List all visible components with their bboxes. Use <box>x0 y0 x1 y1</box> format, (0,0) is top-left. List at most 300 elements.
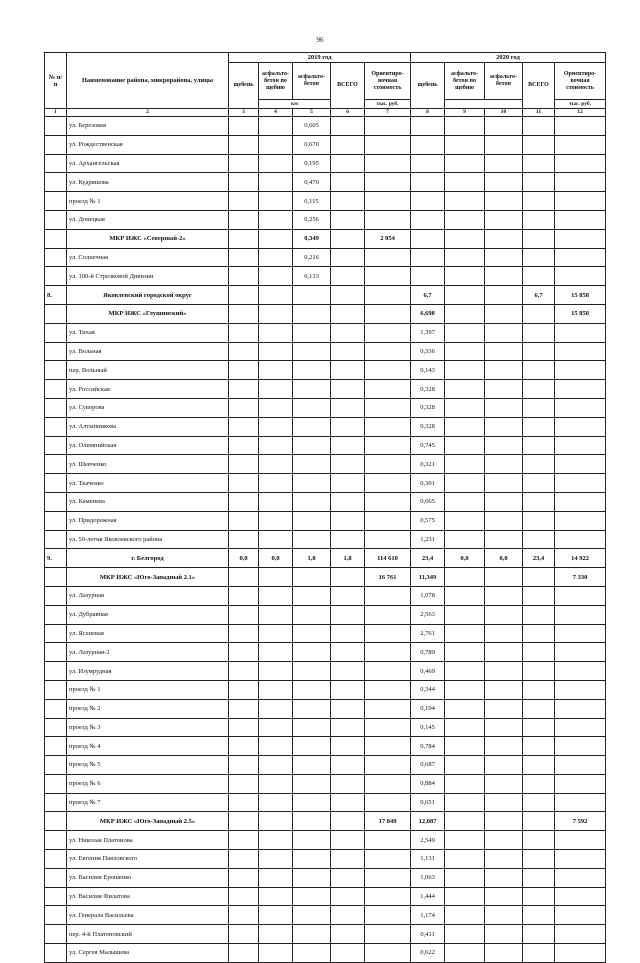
row-name: ул. Василия Филатова <box>67 887 229 906</box>
cell-c6 <box>331 154 365 173</box>
cell-c6 <box>331 511 365 530</box>
row-index <box>45 944 67 963</box>
cell-c4 <box>259 135 293 154</box>
row-name: ул. Лазурная <box>67 586 229 605</box>
cell-c3 <box>229 380 259 399</box>
street-row <box>45 774 606 793</box>
cell-c6 <box>331 492 365 511</box>
cell-c11 <box>523 530 555 549</box>
cell-c6 <box>331 737 365 756</box>
row-index <box>45 474 67 493</box>
row-index <box>45 511 67 530</box>
cell-c8: 0,622 <box>411 944 445 963</box>
cell-c7: 2 054 <box>365 229 411 248</box>
cell-c10 <box>485 737 523 756</box>
cell-c10 <box>485 850 523 869</box>
row-index <box>45 793 67 812</box>
cell-c8: 0,143 <box>411 361 445 380</box>
row-name: МКР ИЖС «Юго-Западный 2.5» <box>67 812 229 831</box>
cell-c4 <box>259 173 293 192</box>
cell-c11 <box>523 267 555 286</box>
cell-c7 <box>365 436 411 455</box>
cell-c11 <box>523 831 555 850</box>
row-name: ул. Лазурная-2 <box>67 643 229 662</box>
cell-c10 <box>485 436 523 455</box>
cell-c11: 6,7 <box>523 286 555 305</box>
cell-c9 <box>445 436 485 455</box>
column-number: 9 <box>445 109 485 117</box>
cell-c5 <box>293 944 331 963</box>
cell-c7 <box>365 117 411 136</box>
row-name: ул. Изумрудная <box>67 662 229 681</box>
cell-c10 <box>485 530 523 549</box>
cell-c5 <box>293 586 331 605</box>
row-index <box>45 135 67 154</box>
cell-c10 <box>485 868 523 887</box>
cell-c9 <box>445 662 485 681</box>
column-number: 7 <box>365 109 411 117</box>
cell-c7 <box>365 624 411 643</box>
cell-c4 <box>259 248 293 267</box>
cell-c10 <box>485 680 523 699</box>
cell-c5 <box>293 398 331 417</box>
cell-c7 <box>365 511 411 530</box>
table-body <box>45 117 606 963</box>
street-row <box>45 267 606 286</box>
cell-c3 <box>229 568 259 587</box>
cell-c4 <box>259 718 293 737</box>
cell-c8 <box>411 248 445 267</box>
cell-c11 <box>523 210 555 229</box>
cell-c10 <box>485 718 523 737</box>
cell-c5 <box>293 455 331 474</box>
row-name: ул. Ткаченко <box>67 474 229 493</box>
cell-c9 <box>445 492 485 511</box>
cell-c7 <box>365 398 411 417</box>
cell-c5 <box>293 925 331 944</box>
cell-c7 <box>365 643 411 662</box>
cell-c5: 0,349 <box>293 229 331 248</box>
section-row <box>45 568 606 587</box>
street-row <box>45 605 606 624</box>
cell-c6 <box>331 793 365 812</box>
cell-c4 <box>259 944 293 963</box>
cell-c4 <box>259 793 293 812</box>
cell-c9 <box>445 643 485 662</box>
cell-c12 <box>555 417 606 436</box>
cell-c9 <box>445 154 485 173</box>
row-index <box>45 210 67 229</box>
cell-c5: 0,195 <box>293 154 331 173</box>
col-gravel-header: щебень <box>411 63 445 109</box>
cell-c5 <box>293 474 331 493</box>
cell-c8 <box>411 267 445 286</box>
cell-c9 <box>445 304 485 323</box>
row-name: ул. Придорожная <box>67 511 229 530</box>
cell-c8: 0,789 <box>411 643 445 662</box>
cell-c6 <box>331 192 365 211</box>
cell-c5: 0,256 <box>293 210 331 229</box>
cell-c8: 0,575 <box>411 511 445 530</box>
cell-c10 <box>485 304 523 323</box>
cell-c9 <box>445 850 485 869</box>
cell-c4 <box>259 925 293 944</box>
cell-c9 <box>445 906 485 925</box>
cell-c5: 0,605 <box>293 117 331 136</box>
cell-c6: 1,8 <box>331 549 365 568</box>
cell-c5 <box>293 643 331 662</box>
row-index <box>45 887 67 906</box>
cell-c7 <box>365 248 411 267</box>
unit-cost: тыс. руб. <box>555 100 606 109</box>
cell-c11 <box>523 605 555 624</box>
cell-c4 <box>259 398 293 417</box>
column-number: 3 <box>229 109 259 117</box>
cell-c6 <box>331 699 365 718</box>
cell-c8: 1,397 <box>411 323 445 342</box>
cell-c6 <box>331 323 365 342</box>
row-name: ул. Николая Платонова <box>67 831 229 850</box>
cell-c10 <box>485 342 523 361</box>
cell-c11 <box>523 793 555 812</box>
cell-c7 <box>365 793 411 812</box>
cell-c8: 1,078 <box>411 586 445 605</box>
cell-c9 <box>445 380 485 399</box>
street-row <box>45 323 606 342</box>
cell-c12 <box>555 774 606 793</box>
col-asphalt-header: асфальто-бетон <box>485 63 523 100</box>
column-number: 4 <box>259 109 293 117</box>
cell-c8: 0,301 <box>411 474 445 493</box>
cell-c4 <box>259 868 293 887</box>
street-row <box>45 342 606 361</box>
cell-c11 <box>523 662 555 681</box>
cell-c8: 0,884 <box>411 774 445 793</box>
row-name: ул. 50-летия Яковлевского района <box>67 530 229 549</box>
cell-c10 <box>485 229 523 248</box>
cell-c8: 2,563 <box>411 605 445 624</box>
cell-c3 <box>229 492 259 511</box>
cell-c6 <box>331 304 365 323</box>
cell-c3 <box>229 304 259 323</box>
street-row <box>45 192 606 211</box>
street-row <box>45 530 606 549</box>
column-numbers-row <box>45 109 606 117</box>
cell-c6 <box>331 850 365 869</box>
cell-c8 <box>411 210 445 229</box>
cell-c12 <box>555 868 606 887</box>
cell-c10 <box>485 248 523 267</box>
cell-c7 <box>365 323 411 342</box>
cell-c11 <box>523 455 555 474</box>
table-header <box>45 53 606 117</box>
cell-c12 <box>555 248 606 267</box>
cell-c3 <box>229 248 259 267</box>
cell-c8: 0,328 <box>411 417 445 436</box>
row-name: ул. Каменева <box>67 492 229 511</box>
cell-c3 <box>229 831 259 850</box>
cell-c6 <box>331 342 365 361</box>
cell-c5 <box>293 699 331 718</box>
col-index-header: № п/п <box>45 53 67 109</box>
cell-c12 <box>555 267 606 286</box>
cell-c12 <box>555 530 606 549</box>
row-index <box>45 774 67 793</box>
cell-c4: 0,0 <box>259 549 293 568</box>
cell-c7: 114 610 <box>365 549 411 568</box>
cell-c11 <box>523 906 555 925</box>
cell-c9 <box>445 831 485 850</box>
cell-c4 <box>259 586 293 605</box>
cell-c8: 0,651 <box>411 793 445 812</box>
cell-c10 <box>485 361 523 380</box>
cell-c11 <box>523 492 555 511</box>
section-row <box>45 229 606 248</box>
cell-c12 <box>555 173 606 192</box>
street-row <box>45 624 606 643</box>
cell-c12 <box>555 229 606 248</box>
cell-c10 <box>485 192 523 211</box>
cell-c9 <box>445 944 485 963</box>
cell-c7 <box>365 267 411 286</box>
row-name: проезд № 3 <box>67 718 229 737</box>
cell-c11 <box>523 718 555 737</box>
cell-c7 <box>365 699 411 718</box>
col-asphalt-gravel-header: асфальто-бетон по щебню <box>445 63 485 100</box>
cell-c11 <box>523 398 555 417</box>
cell-c12: 14 922 <box>555 549 606 568</box>
cell-c11 <box>523 248 555 267</box>
cell-c4 <box>259 304 293 323</box>
cell-c4 <box>259 774 293 793</box>
cell-c7 <box>365 586 411 605</box>
cell-c4 <box>259 361 293 380</box>
row-index <box>45 925 67 944</box>
cell-c12 <box>555 342 606 361</box>
cell-c3 <box>229 436 259 455</box>
cell-c11 <box>523 417 555 436</box>
row-name: ул. Алтынникова <box>67 417 229 436</box>
cell-c3 <box>229 718 259 737</box>
column-number: 1 <box>45 109 67 117</box>
cell-c4 <box>259 850 293 869</box>
cell-c7 <box>365 154 411 173</box>
cell-c3 <box>229 117 259 136</box>
cell-c12 <box>555 511 606 530</box>
row-index <box>45 605 67 624</box>
cell-c11 <box>523 887 555 906</box>
cell-c4 <box>259 568 293 587</box>
row-index <box>45 267 67 286</box>
row-name: МКР ИЖС «Юго-Западный 2.1» <box>67 568 229 587</box>
cell-c9 <box>445 455 485 474</box>
cell-c4 <box>259 455 293 474</box>
cell-c8: 0,469 <box>411 662 445 681</box>
cell-c10 <box>485 568 523 587</box>
cell-c8: 0,784 <box>411 737 445 756</box>
cell-c10 <box>485 417 523 436</box>
cell-c11 <box>523 568 555 587</box>
column-number: 2 <box>67 109 229 117</box>
cell-c10 <box>485 455 523 474</box>
cell-c5 <box>293 568 331 587</box>
cell-c12 <box>555 944 606 963</box>
cell-c7 <box>365 868 411 887</box>
cell-c9 <box>445 229 485 248</box>
cell-c10 <box>485 605 523 624</box>
street-row <box>45 511 606 530</box>
cell-c11 <box>523 323 555 342</box>
cell-c4 <box>259 286 293 305</box>
cell-c4 <box>259 380 293 399</box>
cell-c8 <box>411 192 445 211</box>
row-name: ул. Ясеневая <box>67 624 229 643</box>
cell-c10 <box>485 906 523 925</box>
cell-c9 <box>445 135 485 154</box>
cell-c6 <box>331 286 365 305</box>
cell-c8: 0,328 <box>411 398 445 417</box>
row-index <box>45 436 67 455</box>
cell-c6 <box>331 774 365 793</box>
cell-c6 <box>331 568 365 587</box>
cell-c3 <box>229 793 259 812</box>
cell-c6 <box>331 624 365 643</box>
cell-c9 <box>445 605 485 624</box>
cell-c8: 0,145 <box>411 718 445 737</box>
cell-c6 <box>331 868 365 887</box>
year-2019-header: 2019 год <box>229 53 411 63</box>
cell-c4 <box>259 267 293 286</box>
cell-c9 <box>445 417 485 436</box>
cell-c4 <box>259 831 293 850</box>
row-index <box>45 624 67 643</box>
cell-c8: 0,328 <box>411 380 445 399</box>
col-asphalt-gravel-header: асфальто-бетон по щебню <box>259 63 293 100</box>
row-name: ул. Российская <box>67 380 229 399</box>
cell-c5 <box>293 492 331 511</box>
cell-c9 <box>445 737 485 756</box>
cell-c6 <box>331 605 365 624</box>
cell-c9 <box>445 511 485 530</box>
cell-c12 <box>555 154 606 173</box>
cell-c11 <box>523 173 555 192</box>
cell-c8: 0,411 <box>411 925 445 944</box>
cell-c3 <box>229 624 259 643</box>
cell-c3 <box>229 210 259 229</box>
row-name: ул. Березовая <box>67 117 229 136</box>
cell-c9 <box>445 474 485 493</box>
cell-c11 <box>523 850 555 869</box>
cell-c12 <box>555 680 606 699</box>
cell-c4 <box>259 117 293 136</box>
cell-c3 <box>229 925 259 944</box>
cell-c7 <box>365 718 411 737</box>
cell-c3 <box>229 361 259 380</box>
cell-c12: 15 858 <box>555 286 606 305</box>
street-row <box>45 793 606 812</box>
row-name: пер. 4-й Платоновский <box>67 925 229 944</box>
cell-c7 <box>365 417 411 436</box>
cell-c3 <box>229 398 259 417</box>
cell-c8: 6,7 <box>411 286 445 305</box>
cell-c3 <box>229 530 259 549</box>
cell-c5 <box>293 831 331 850</box>
row-index <box>45 342 67 361</box>
col-asphalt-header: асфальто-бетон <box>293 63 331 100</box>
row-index <box>45 229 67 248</box>
cell-c12 <box>555 643 606 662</box>
cell-c12 <box>555 605 606 624</box>
cell-c9 <box>445 793 485 812</box>
cell-c4 <box>259 229 293 248</box>
cell-c10 <box>485 756 523 775</box>
cell-c12: 15 858 <box>555 304 606 323</box>
cell-c12: 7 592 <box>555 812 606 831</box>
street-row <box>45 718 606 737</box>
cell-c7 <box>365 756 411 775</box>
section-row <box>45 304 606 323</box>
cell-c8: 0,344 <box>411 680 445 699</box>
cell-c4 <box>259 680 293 699</box>
cell-c10 <box>485 586 523 605</box>
cell-c9 <box>445 568 485 587</box>
cell-c3 <box>229 699 259 718</box>
cell-c6 <box>331 643 365 662</box>
cell-c4 <box>259 643 293 662</box>
cell-c5 <box>293 417 331 436</box>
unit-km: км <box>259 100 331 109</box>
cell-c6 <box>331 398 365 417</box>
cell-c5: 0,216 <box>293 248 331 267</box>
cell-c6 <box>331 361 365 380</box>
cell-c3: 0,0 <box>229 549 259 568</box>
row-name: ул. Генерала Васильева <box>67 906 229 925</box>
col-total-header: ВСЕГО <box>523 63 555 109</box>
cell-c10 <box>485 492 523 511</box>
cell-c6 <box>331 718 365 737</box>
column-number: 5 <box>293 109 331 117</box>
cell-c4 <box>259 492 293 511</box>
cell-c10 <box>485 474 523 493</box>
cell-c6 <box>331 135 365 154</box>
cell-c10 <box>485 511 523 530</box>
cell-c4 <box>259 624 293 643</box>
cell-c11 <box>523 812 555 831</box>
cell-c3 <box>229 586 259 605</box>
cell-c9 <box>445 925 485 944</box>
row-name: пер. Вольный <box>67 361 229 380</box>
cell-c11 <box>523 756 555 775</box>
cell-c7 <box>365 492 411 511</box>
cell-c11 <box>523 474 555 493</box>
row-index <box>45 850 67 869</box>
cell-c6 <box>331 944 365 963</box>
cell-c6 <box>331 229 365 248</box>
cell-c10 <box>485 398 523 417</box>
cell-c9 <box>445 680 485 699</box>
cell-c4 <box>259 436 293 455</box>
cell-c9 <box>445 286 485 305</box>
row-name: проезд № 5 <box>67 756 229 775</box>
street-row <box>45 850 606 869</box>
row-index <box>45 530 67 549</box>
cell-c7 <box>365 342 411 361</box>
page-number: 96 <box>316 36 324 44</box>
cell-c11 <box>523 229 555 248</box>
cell-c6 <box>331 906 365 925</box>
cell-c6 <box>331 662 365 681</box>
cell-c11 <box>523 624 555 643</box>
